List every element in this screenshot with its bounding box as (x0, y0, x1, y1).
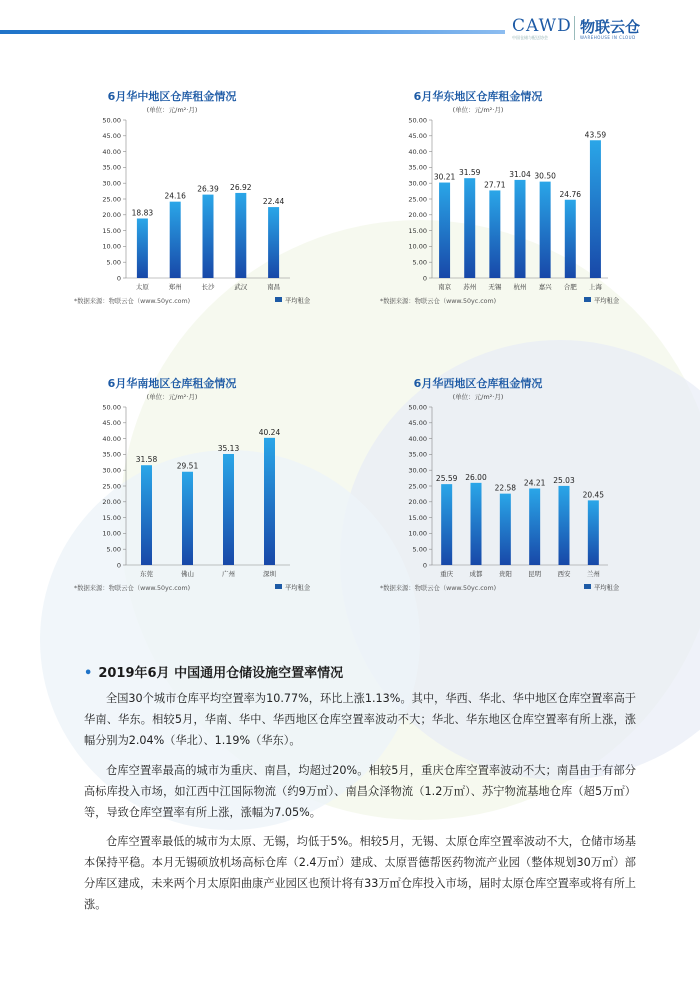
x-tick-label: 昆明 (528, 570, 542, 578)
bar (264, 438, 275, 565)
bar (471, 483, 482, 565)
y-tick-label: 0 (422, 274, 427, 283)
section-heading (84, 662, 343, 681)
chart-central-china (72, 84, 332, 314)
y-tick-label: 10.00 (102, 529, 121, 538)
legend-label: 平均租金 (594, 297, 620, 305)
y-tick-label: 5.00 (106, 258, 121, 267)
x-tick-label: 合肥 (563, 283, 577, 291)
y-tick-label: 15.00 (102, 226, 121, 235)
data-label: 31.04 (509, 169, 531, 179)
legend-label: 平均租金 (285, 297, 311, 305)
bar (441, 484, 452, 565)
x-tick-label: 广州 (222, 570, 235, 578)
y-tick-label: 5.00 (106, 545, 121, 554)
chart-unit: (单位：元/m²·月) (146, 393, 198, 401)
x-tick-label: 嘉兴 (538, 283, 552, 291)
data-label: 24.21 (523, 478, 546, 488)
y-tick-label: 25.00 (408, 482, 427, 491)
data-source-note: *数据来源：物联云仓（www.50yc.com) (74, 585, 191, 592)
bar (540, 182, 551, 278)
data-label: 25.03 (553, 475, 575, 485)
bar (182, 472, 193, 565)
chart-title: 6月华东地区仓库租金情况 (413, 90, 543, 103)
data-label: 43.59 (584, 130, 607, 140)
bar (559, 486, 570, 565)
bar (515, 180, 526, 278)
paragraph-1: 全国30个城市仓库平均空置率为10.77%，环比上涨1.13%。其中，华西、华北、华中地区仓库空置率高于华南、华东。相较5月，华南、华中、华西地区仓库空置率波动不大；华北、华东地区仓库空置率有所上涨，涨幅分别为2.04%（华北）、1.19%（华东）。 (84, 692, 636, 747)
cawd-logo-subtitle: 中国仓储与配送协会 (512, 35, 548, 40)
chart-title: 6月华中地区仓库租金情况 (107, 90, 237, 103)
legend-swatch (275, 297, 282, 302)
y-tick-label: 40.00 (102, 434, 121, 443)
y-tick-label: 15.00 (408, 226, 427, 235)
data-source-note: *数据来源：物联云仓（www.50yc.com) (380, 298, 497, 305)
y-tick-label: 15.00 (102, 513, 121, 522)
y-tick-label: 45.00 (408, 132, 427, 141)
bar (439, 183, 450, 278)
y-tick-label: 50.00 (102, 116, 121, 125)
legend-label: 平均租金 (594, 584, 620, 592)
data-label: 31.59 (458, 168, 481, 178)
data-source-note: *数据来源：物联云仓（www.50yc.com) (74, 298, 191, 305)
legend-swatch (584, 297, 591, 302)
x-tick-label: 无锡 (488, 283, 502, 291)
chart-unit: (单位：元/m²·月) (452, 393, 504, 401)
y-tick-label: 30.00 (408, 179, 427, 188)
y-tick-label: 45.00 (102, 419, 121, 428)
y-tick-label: 10.00 (102, 242, 121, 251)
chart-east-china (378, 84, 638, 314)
y-tick-label: 50.00 (102, 403, 121, 412)
bar (235, 193, 246, 278)
y-tick-label: 35.00 (102, 163, 121, 172)
x-tick-label: 南昌 (267, 283, 281, 291)
chart-title: 6月华南地区仓库租金情况 (107, 377, 237, 390)
data-label: 22.58 (494, 483, 517, 493)
wulianyuncang-logo-subtitle: WAREHOUSE IN CLOUD (580, 35, 636, 40)
x-tick-label: 西安 (557, 570, 571, 578)
x-tick-label: 东莞 (140, 570, 153, 578)
x-tick-label: 重庆 (440, 570, 454, 578)
bar (203, 195, 214, 278)
section-bullet: • (84, 666, 93, 681)
data-label: 35.13 (217, 443, 240, 453)
y-tick-label: 20.00 (408, 498, 427, 507)
y-tick-label: 40.00 (408, 147, 427, 156)
bar (268, 207, 279, 278)
chart-unit: (单位：元/m²·月) (452, 106, 504, 114)
chart-south-china (72, 371, 332, 601)
y-tick-label: 50.00 (408, 403, 427, 412)
data-label: 22.44 (262, 197, 285, 207)
y-tick-label: 15.00 (408, 513, 427, 522)
data-label: 30.50 (534, 171, 556, 181)
y-tick-label: 20.00 (408, 211, 427, 220)
data-label: 18.83 (131, 208, 154, 218)
x-tick-label: 南京 (438, 283, 452, 291)
data-label: 26.39 (197, 184, 219, 194)
data-label: 30.21 (433, 172, 456, 182)
x-tick-label: 佛山 (181, 570, 194, 578)
y-tick-label: 30.00 (102, 466, 121, 475)
data-label: 29.51 (176, 461, 199, 471)
y-tick-label: 45.00 (408, 419, 427, 428)
y-tick-label: 40.00 (102, 147, 121, 156)
y-tick-label: 35.00 (102, 450, 121, 459)
y-tick-label: 35.00 (408, 450, 427, 459)
legend-swatch (275, 584, 282, 589)
x-tick-label: 兰州 (586, 570, 600, 578)
x-tick-label: 杭州 (513, 283, 527, 291)
paragraph-2: 仓库空置率最高的城市为重庆、南昌，均超过20%。相较5月，重庆仓库空置率波动不大；南昌由于有部分高标库投入市场，如江西中江国际物流（约9万㎡）、南昌众泽物流（1.2万㎡）、苏宁物流基地仓库（超5万㎡）等，导致仓库空置率有所上涨，涨幅为7.05%。 (84, 764, 636, 819)
chart-title: 6月华西地区仓库租金情况 (413, 377, 543, 390)
x-tick-label: 武汉 (234, 283, 248, 291)
bar (223, 454, 234, 565)
y-tick-label: 30.00 (408, 466, 427, 475)
y-tick-label: 5.00 (412, 545, 427, 554)
chart-west-china (378, 371, 638, 601)
x-tick-label: 苏州 (463, 283, 477, 291)
data-label: 24.76 (559, 189, 582, 199)
cawd-logo: CAWD (512, 16, 572, 36)
section-title: 2019年6月 中国通用仓储设施空置率情况 (98, 666, 344, 681)
bar (590, 140, 601, 278)
data-label: 40.24 (258, 427, 281, 437)
header-stripe (0, 30, 505, 34)
bar (500, 494, 511, 565)
y-tick-label: 30.00 (102, 179, 121, 188)
y-tick-label: 25.00 (408, 195, 427, 204)
bar (137, 218, 148, 278)
data-label: 26.00 (465, 472, 487, 482)
y-tick-label: 40.00 (408, 434, 427, 443)
wulianyuncang-logo: 物联云仓 (580, 18, 641, 36)
x-tick-label: 太原 (135, 283, 149, 291)
bar (529, 488, 540, 565)
logo-divider (574, 16, 575, 40)
y-tick-label: 10.00 (408, 529, 427, 538)
data-label: 25.59 (435, 474, 458, 484)
y-tick-label: 50.00 (408, 116, 427, 125)
y-tick-label: 20.00 (102, 211, 121, 220)
data-label: 20.45 (582, 490, 605, 500)
chart-unit: (单位：元/m²·月) (146, 106, 198, 114)
y-tick-label: 0 (422, 561, 427, 570)
y-tick-label: 0 (116, 561, 121, 570)
x-tick-label: 成都 (469, 570, 483, 578)
x-tick-label: 上海 (588, 283, 602, 291)
x-tick-label: 贵阳 (498, 570, 512, 578)
bar (464, 178, 475, 278)
y-tick-label: 20.00 (102, 498, 121, 507)
x-tick-label: 深圳 (263, 570, 276, 578)
data-label: 27.71 (484, 180, 506, 190)
y-tick-label: 0 (116, 274, 121, 283)
x-tick-label: 郑州 (168, 283, 182, 291)
data-source-note: *数据来源：物联云仓（www.50yc.com) (380, 585, 497, 592)
legend-swatch (584, 584, 591, 589)
bar (141, 465, 152, 565)
data-label: 24.16 (164, 191, 186, 201)
y-tick-label: 25.00 (102, 195, 121, 204)
bar (489, 190, 500, 278)
y-tick-label: 35.00 (408, 163, 427, 172)
page-header (0, 0, 700, 38)
y-tick-label: 25.00 (102, 482, 121, 491)
paragraph-3: 仓库空置率最低的城市为太原、无锡，均低于5%。相较5月，无锡、太原仓库空置率波动不大，仓储市场基本保持平稳。本月无锡硕放机场高标仓库（2.4万㎡）建成、太原晋德帮医药物流产业园（整体规划30万㎡）部分库区建成，未来两个月太原阳曲康产业园区也预计将有33万㎡仓库投入市场，届时太原仓库空置率或将有所上涨。 (84, 835, 636, 911)
data-label: 26.92 (230, 182, 252, 192)
y-tick-label: 45.00 (102, 132, 121, 141)
y-tick-label: 5.00 (412, 258, 427, 267)
legend-label: 平均租金 (285, 584, 311, 592)
x-tick-label: 长沙 (201, 283, 215, 291)
data-label: 31.58 (135, 455, 158, 465)
bar (588, 500, 599, 565)
bar (170, 202, 181, 278)
bar (565, 200, 576, 278)
y-tick-label: 10.00 (408, 242, 427, 251)
